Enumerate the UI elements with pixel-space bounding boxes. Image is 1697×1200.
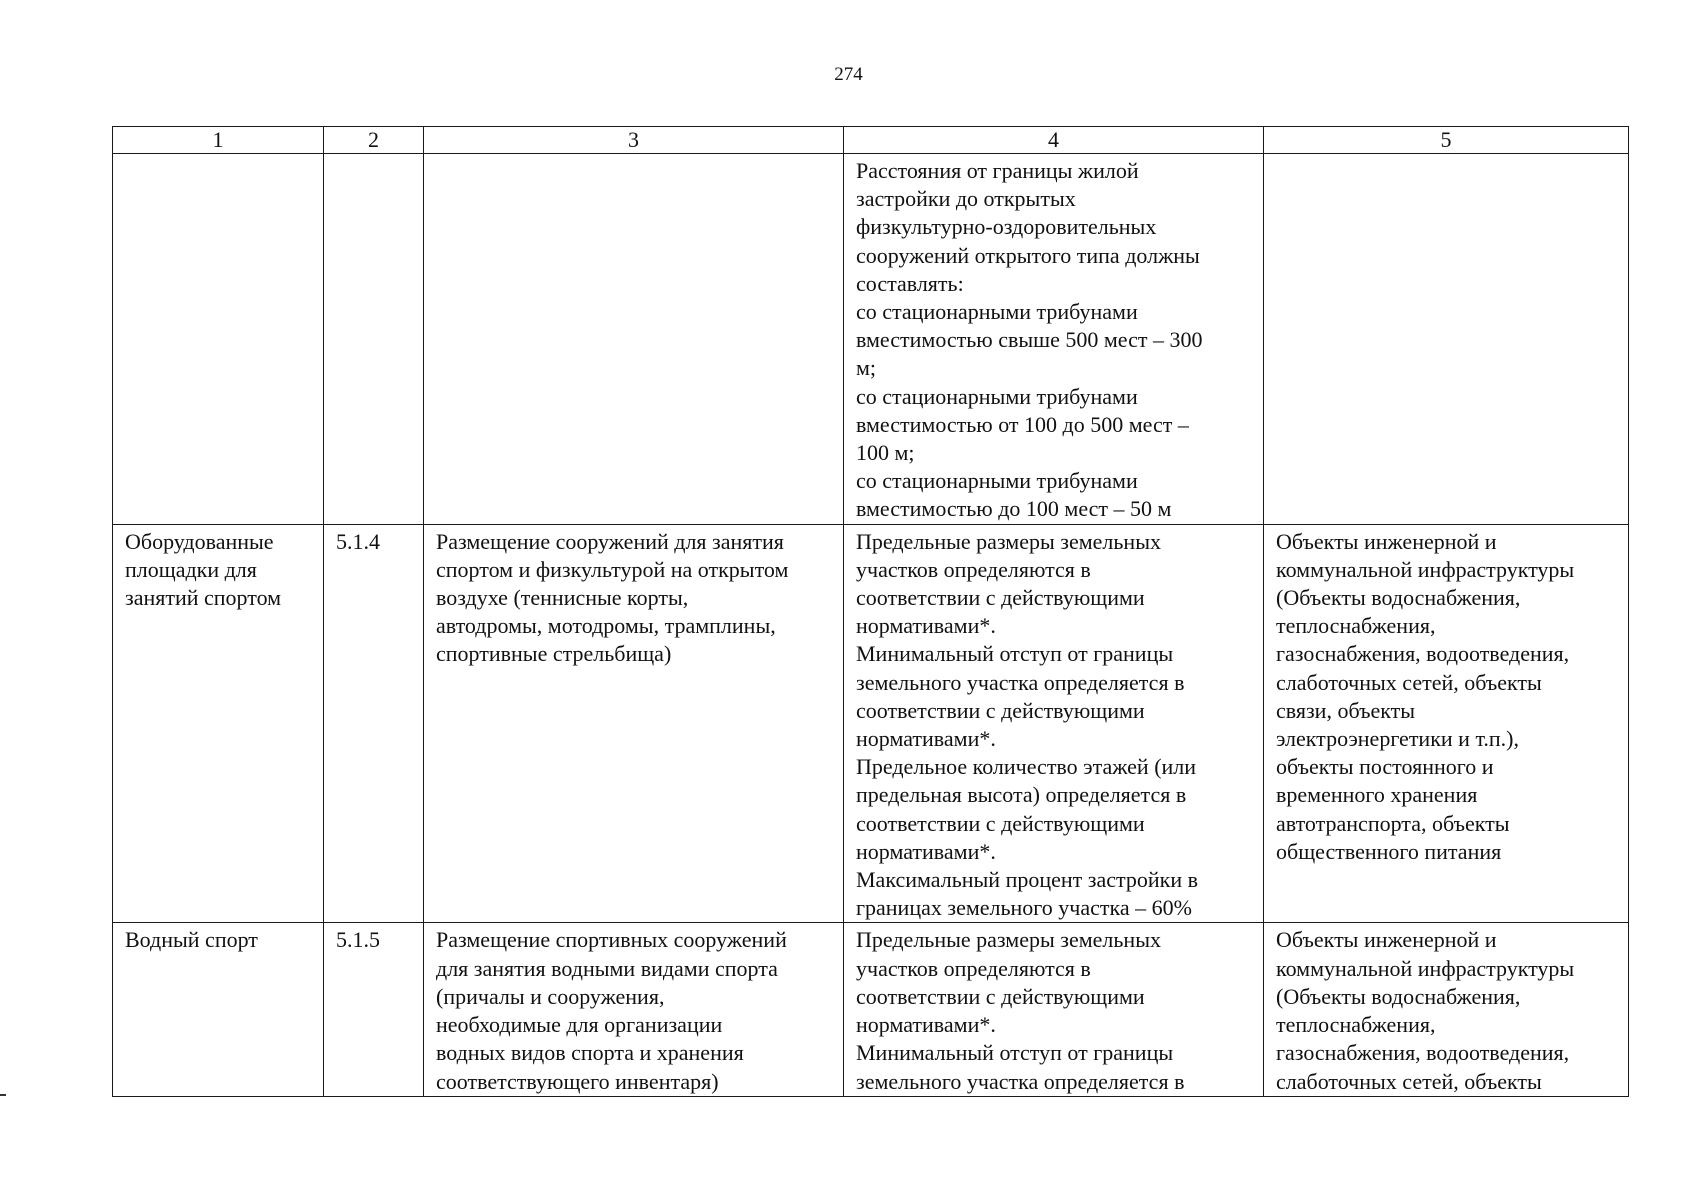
cell-parameters: Предельные размеры земельных участков определяются в соответствии с действующими нормативами*. Минимальный отступ от границы земельного участка определяется в bbox=[844, 923, 1264, 1096]
column-header-4: 4 bbox=[844, 127, 1264, 154]
cell-use-type bbox=[113, 154, 324, 525]
table-row bbox=[113, 524, 1629, 923]
column-header-1: 1 bbox=[113, 127, 324, 154]
cell-auxiliary-uses bbox=[1264, 154, 1629, 525]
column-header-3: 3 bbox=[424, 127, 844, 154]
cell-use-type: Водный спорт bbox=[113, 923, 324, 1096]
table-header-row bbox=[113, 127, 1629, 154]
zoning-table bbox=[112, 126, 1629, 1097]
cell-description: Размещение спортивных сооружений для занятия водными видами спорта (причалы и сооружения, необходимые для организации водных видов спорта и хранения соответствующего инвентаря) bbox=[424, 923, 844, 1096]
table-row bbox=[113, 154, 1629, 525]
page-number: 274 bbox=[834, 64, 863, 85]
cell-parameters: Предельные размеры земельных участков определяются в соответствии с действующими нормативами*. Минимальный отступ от границы земельного участка определяется в соответствии с действующими нормативами*. Предельное количество этажей (или предельная высота) определяется в соответствии с действующими нормативами*. Максимальный процент застройки в границах земельного участка – 60% bbox=[844, 524, 1264, 923]
column-header-5: 5 bbox=[1264, 127, 1629, 154]
cell-use-type: Оборудованные площадки для занятий спортом bbox=[113, 524, 324, 923]
cell-code: 5.1.4 bbox=[324, 524, 424, 923]
cell-code bbox=[324, 154, 424, 525]
cell-parameters: Расстояния от границы жилой застройки до открытых физкультурно-оздоровительных сооружений открытого типа должны составлять: со стационарными трибунами вместимостью свыше 500 мест – 300 м; со стационарными трибунами вместимостью от 100 до 500 мест – 100 м; со стационарными трибунами вместимостью до 100 мест – 50 м bbox=[844, 154, 1264, 525]
scan-mark bbox=[0, 1094, 6, 1096]
cell-description bbox=[424, 154, 844, 525]
cell-code: 5.1.5 bbox=[324, 923, 424, 1096]
column-header-2: 2 bbox=[324, 127, 424, 154]
cell-auxiliary-uses: Объекты инженерной и коммунальной инфраструктуры (Объекты водоснабжения, теплоснабжения, газоснабжения, водоотведения, слаботочных сетей, объекты связи, объекты электроэнергетики и т.п.), объекты постоянного и временного хранения автотранспорта, объекты общественного питания bbox=[1264, 524, 1629, 923]
cell-description: Размещение сооружений для занятия спортом и физкультурой на открытом воздухе (теннисные корты, автодромы, мотодромы, трамплины, спортивные стрельбища) bbox=[424, 524, 844, 923]
table-row bbox=[113, 923, 1629, 1096]
cell-auxiliary-uses: Объекты инженерной и коммунальной инфраструктуры (Объекты водоснабжения, теплоснабжения, газоснабжения, водоотведения, слаботочных сетей, объекты bbox=[1264, 923, 1629, 1096]
